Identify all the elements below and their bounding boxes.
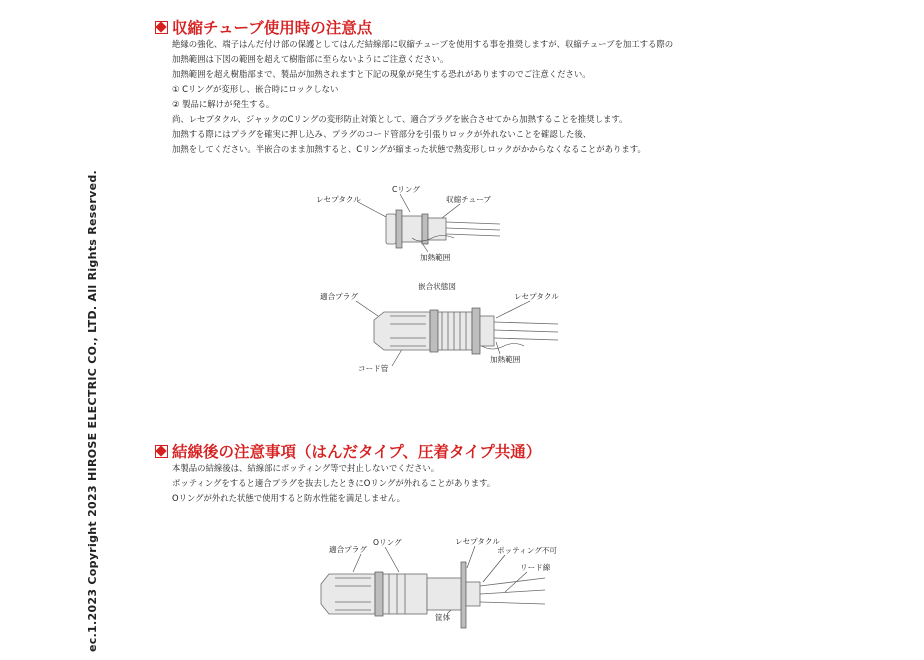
diamond-bullet-icon bbox=[155, 445, 168, 458]
section1-line: 尚、レセプタクル、ジャックのCリングの変形防止対策として、適合プラグを嵌合させてから加熱することを推奨します。 bbox=[172, 114, 628, 124]
copyright-text: ec.1.2023 Copyright 2023 HIROSE ELECTRIC CO., LTD. All Rights Reserved. bbox=[86, 169, 99, 652]
label-receptacle: レセプタクル bbox=[316, 195, 361, 204]
receptacle-heating-figure bbox=[300, 180, 520, 265]
diamond-bullet-icon bbox=[155, 21, 168, 34]
section1-line: 加熱範囲を超え樹脂部まで、製品が加熱されますと下記の現象が発生する恐れがありますのでご注意ください。 bbox=[172, 69, 591, 79]
label-housing: 筐体 bbox=[435, 613, 451, 622]
label-heating-range: 加熱範囲 bbox=[420, 253, 451, 262]
section2-line: 本製品の結線後は、結線部にポッティング等で封止しないでください。 bbox=[172, 463, 440, 473]
label-c-ring: Cリング bbox=[392, 185, 420, 194]
section2-line: Oリングが外れた状態で使用すると防水性能を満足しません。 bbox=[172, 493, 406, 503]
label-potting-prohibited: ポッティング不可 bbox=[497, 546, 557, 555]
label-shrink-tube: 収縮チューブ bbox=[446, 195, 491, 204]
section1-line: 加熱する際にはプラグを確実に押し込み、プラグのコード管部分を引張りロックが外れないことを確認した後、 bbox=[172, 129, 592, 139]
section2-line: ポッティングをすると適合プラグを抜去したときにOリングが外れることがあります。 bbox=[172, 478, 496, 488]
section1-line: ② 製品に解けが発生する。 bbox=[172, 99, 275, 109]
section1-body bbox=[172, 37, 673, 157]
section1-line: 加熱をしてください。半嵌合のまま加熱すると、Cリングが縮まった状態で熱変形しロックがかからなくなることがあります。 bbox=[172, 144, 646, 154]
label-mating-plug-2: 適合プラグ bbox=[329, 545, 367, 554]
potting-prohibited-figure bbox=[315, 532, 575, 632]
label-lead-wire: リード線 bbox=[520, 563, 551, 572]
label-o-ring: Oリング bbox=[373, 538, 402, 547]
section2-heading-text: 結線後の注意事項（はんだタイプ、圧着タイプ共通） bbox=[172, 443, 542, 461]
label-receptacle-3: レセプタクル bbox=[455, 537, 500, 546]
label-heating-range-2: 加熱範囲 bbox=[490, 355, 521, 364]
section1-heading-text: 収縮チューブ使用時の注意点 bbox=[172, 19, 373, 37]
section1-line: 加熱範囲は下図の範囲を超えて樹脂部に至らないようにご注意ください。 bbox=[172, 54, 449, 64]
label-cord-tube: コード管 bbox=[358, 364, 389, 373]
section2-heading bbox=[155, 440, 541, 462]
mated-state-figure bbox=[300, 280, 590, 380]
section2-body bbox=[172, 461, 495, 506]
section1-line: 絶縁の強化、端子はんだ付け部の保護としてはんだ結線部に収縮チューブを使用する事を推奨しますが、収縮チューブを加工する際の bbox=[172, 39, 674, 49]
label-mating-plug: 適合プラグ bbox=[320, 292, 358, 301]
section1-line: ① Cリングが変形し、嵌合時にロックしない bbox=[172, 84, 339, 94]
label-receptacle-2: レセプタクル bbox=[514, 292, 559, 301]
section1-heading bbox=[155, 16, 372, 38]
label-mated-state: 嵌合状態図 bbox=[418, 282, 456, 291]
